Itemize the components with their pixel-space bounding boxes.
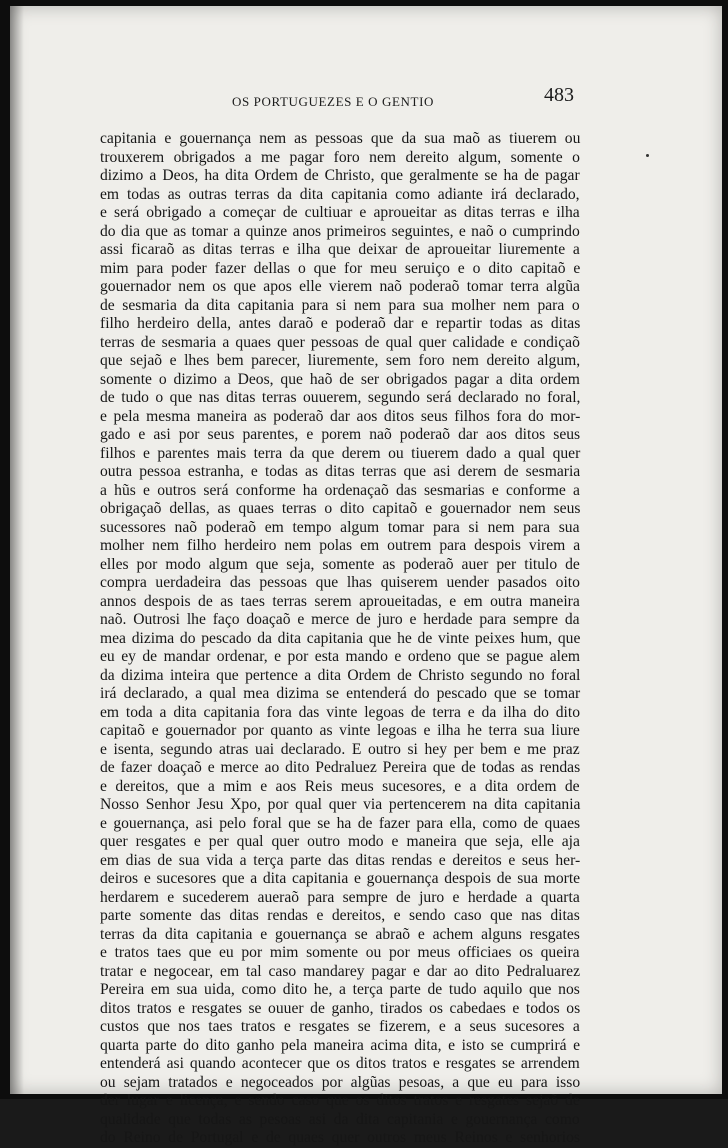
text-line: a hũs e outros será conforme ha ordenaçaõ das sesmarias e conforme a [100,481,580,499]
text-line: de sesmaria da dita capitania para si nem para sua molher nem para o [100,296,580,314]
running-title: OS PORTUGUEZES E O GENTIO [232,94,434,109]
text-line: naõ. Outrosi lhe faço doaçaõ e merce de juro e herdade para sempre da [100,611,580,628]
text-line: somente o dizimo a Deos, que haõ de ser obrigados pagar a dita ordem [100,370,580,388]
text-line: capitania e gouernança nem as pessoas que da sua maõ as tiuerem ou [100,130,581,147]
text-line: parte somente das ditas rendas e dereitos, e sendo caso que nas ditas [100,907,580,924]
text-line: obrigaçaõ dellas, as quaes terras o dito capitaõ e gouernador nem seus [100,500,581,517]
text-line: molher nem filho herdeiro nem polas em outrem para despois virem a [100,537,581,554]
text-line: deiros e sucesores que a dita capitania e gouernança despois de sua morte [100,870,581,887]
text-line: em dias de sua vida a terça parte das ditas rendas e dereitos e seus her- [100,851,581,869]
text-line: sucessores naõ poderaõ em tempo algum tomar para si nem para sua [100,518,580,536]
text-line: e gouernança, asi pelo foral que se ha de fazer para ella, como de quaes [100,814,581,832]
text-line: tratar e negocear, em tal caso mandarey pagar e dar ao dito Pedraluarez [100,962,580,980]
book-page [10,6,722,1146]
text-line: capitaõ e gouernador por quanto as vinte legoas e ilha he terra sua liure [100,722,580,739]
text-line: em toda a dita capitania fora das vinte legoas de terra e da ilha do dito [100,703,581,721]
page-number: 483 [544,84,574,106]
text-line: eu ey de mandar ordenar, e por esta mando e ordeno que se pague alem [100,648,581,665]
text-line: em todas as outras terras da dita capitania como adiante irá declarado, [100,185,580,203]
text-line: gouernador nem os que apos elle vierem naõ poderaõ tomar terra algũa [100,278,580,295]
text-line: que sejaõ e lhes bem parecer, liuremente, sem foro nem dereito algum, [100,352,581,369]
text-line: terras da dita capitania e gouernança se abraõ e achem alguns resgates [100,925,580,943]
text-line: quarta parte do dito ganho pela maneira acima dita, e isto se cumprirá e [100,1036,581,1054]
text-line: compra uerdadeira das pessoas que lhas quiserem uender pasados oito [100,574,580,591]
text-line: de fazer doaçaõ e merce ao dito Pedraluez Pereira que de todas as rendas [100,759,581,776]
text-line: Nosso Senhor Jesu Xpo, por qual quer via pertencerem na dita capitania [100,796,581,813]
text-line: e pela mesma maneira as poderaõ dar aos ditos seus filhos fora do mor- [100,407,581,425]
text-line: dizimo a Deos, ha dita Ordem de Christo, que geralmente se ha de pagar [100,167,580,184]
text-line: filho herdeiro della, antes daraõ e poderaõ dar e repartir todas as ditas [100,315,581,332]
text-line: terras de sesmaria a quaes quer pessoas de qual quer calidade e condiçaõ [100,333,580,351]
text-line: outra pessoa estranha, e todas as ditas terras que asi derem de sesmaria [100,463,581,480]
text-line: der lugar e licença, e sendo caso que os ditos tratos e resgates sejaõ de [100,1092,580,1109]
text-line: do Reino de Portugal e de quaes quer outros meus Reinos e senhorios [100,1129,580,1146]
text-line: e tratos taes que eu por mim somente ou por meus officiaes os queira [100,944,580,961]
text-line: mea dizima do pescado da dita capitania que he de vinte peixes hum, que [100,629,581,647]
text-line: entenderá asi quando acontecer que os ditos tratos e resgates se arrendem [100,1055,580,1072]
text-line: irá declarado, a qual mea dizima se entenderá do pescado que se tomar [100,685,581,702]
text-line: custos que nos taes tratos e resgates se fizerem, e a seus sucesores a [100,1018,580,1035]
text-line: quer resgates e per qual quer outro modo e maneira que seja, elle aja [100,833,580,850]
body-text [100,130,580,1148]
text-line: mim para poder fazer dellas o que for meu seruiço e o dito capitaõ e [100,259,581,277]
text-line: filhos e parentes mais terra da que derem ou tiuerem dado a qual quer [100,444,581,462]
text-line: e será obrigado a começar de cultiuar e aproueitar as ditas terras e ilha [100,204,580,221]
text-line: annos despois de as taes terras serem aproueitadas, e em outra maneira [100,592,580,610]
text-line: assi ficaraõ as ditas terras e ilha que deixar de aproueitar liuremente a [100,241,580,258]
text-line: elles por modo algum que seja, somente as poderaõ auer per titulo de [100,555,580,573]
text-line: do dia que as tomar a quinze anos primeiros seguintes, e naõ o cumprindo [100,222,580,240]
text-line: e isenta, segundo atras uai declarado. E outro si hey per bem e me praz [100,740,580,758]
print-speck [646,154,649,157]
text-line: da dizima inteira que pertence a dita Ordem de Christo segundo no foral [100,666,581,684]
text-line: gado e asi por seus parentes, e porem naõ poderaõ dar aos ditos seus [100,426,581,443]
text-line: e dereitos, que a mim e aos Reis meus sucesores, e a dita ordem de [100,777,580,795]
text-line: qualidade que todas as pesoas asi da dita capitania e gouernança como [100,1110,580,1128]
text-line: Pereira em sua uida, como dito he, a terça parte de tudo aquilo que nos [100,981,580,998]
text-line: de tudo o que nas ditas terras ouuerem, segundo será declarado no foral, [100,389,581,406]
text-line: trouxerem obrigados a me pagar foro nem dereito algum, somente o [100,148,580,166]
text-line: ou sejam tratados e negoceados por algũas pesoas, a que eu para isso [100,1073,581,1091]
text-line: herdarem e sucederem aueraõ para sempre de juro e herdade a quarta [100,888,580,906]
text-line: ditos tratos e resgates se ouuer de ganho, tirados os cabedaes e todos os [100,999,581,1017]
